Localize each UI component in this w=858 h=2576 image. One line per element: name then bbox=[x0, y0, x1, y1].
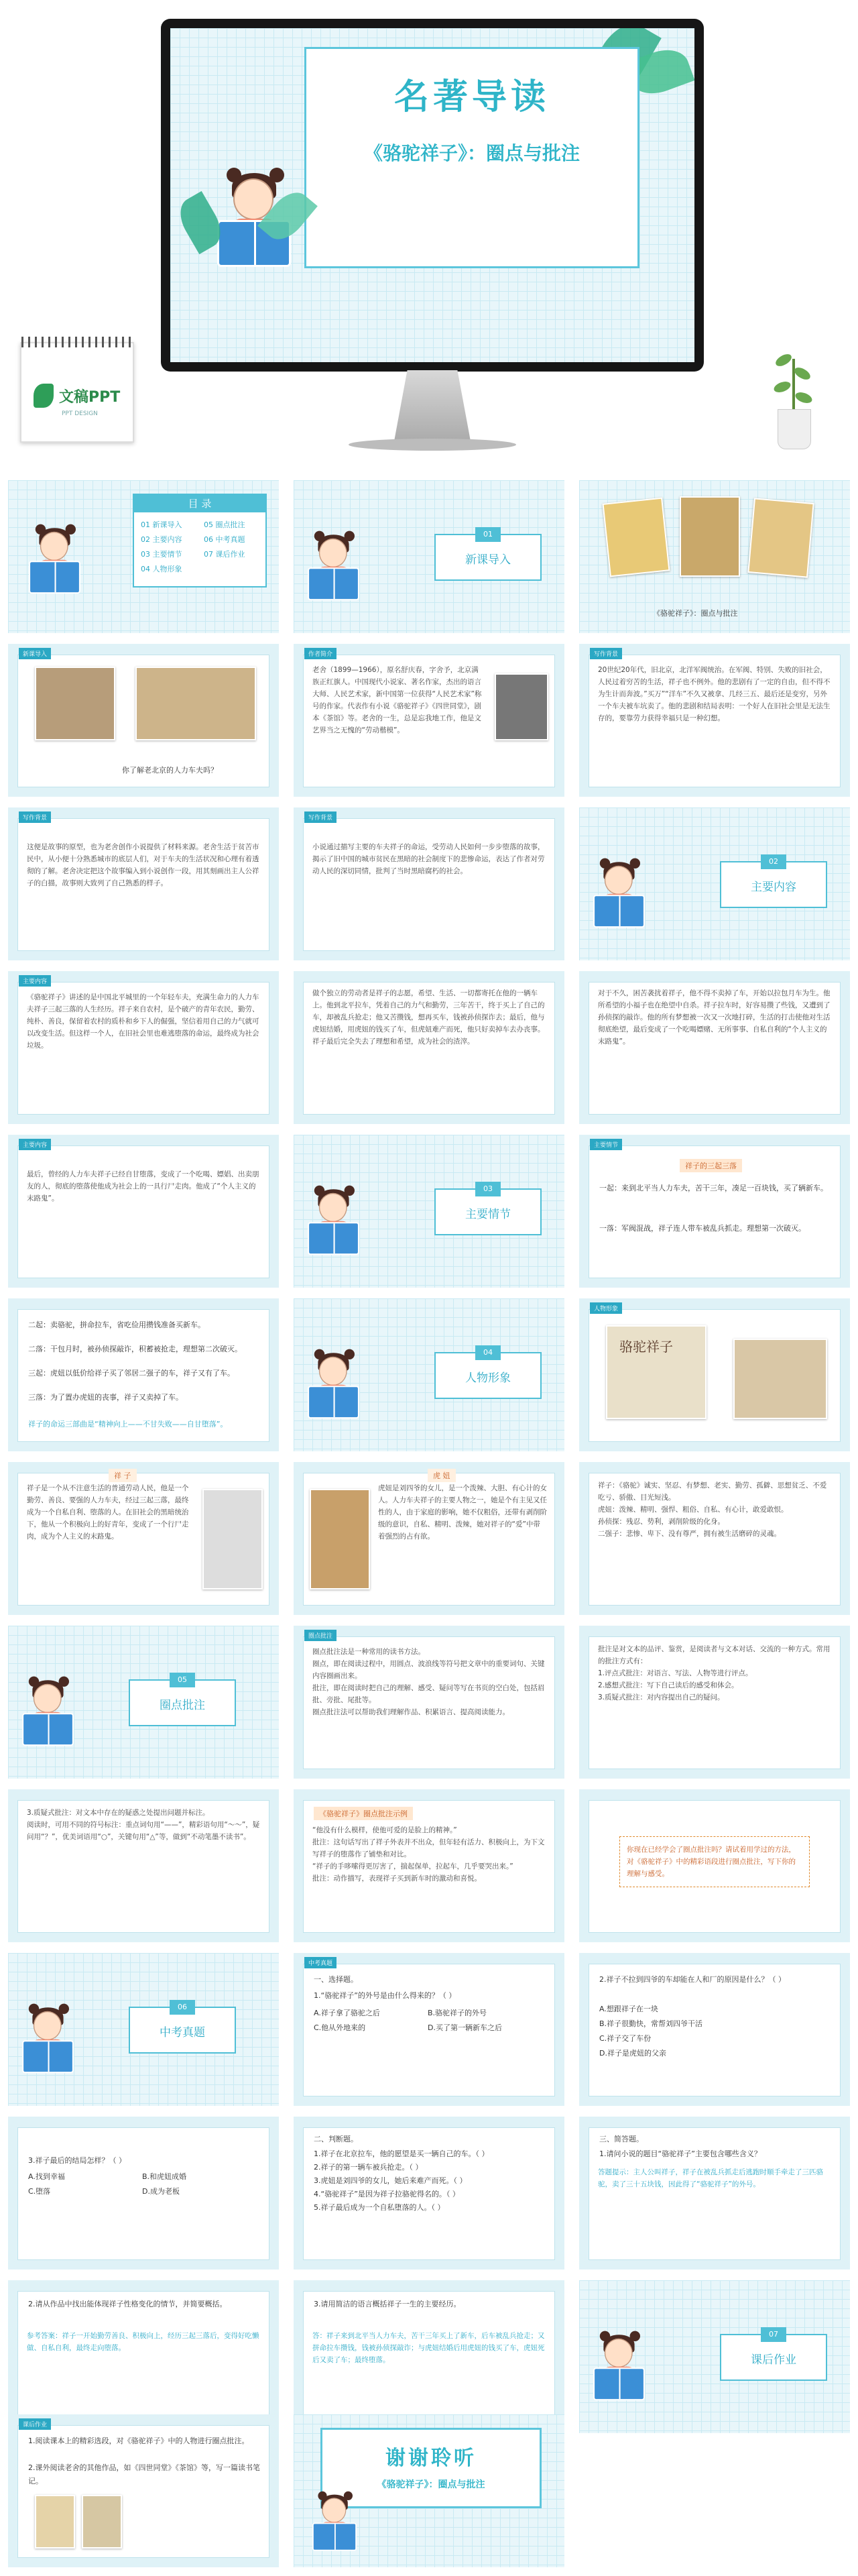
slide-plot-3[interactable] bbox=[8, 1298, 279, 1451]
slide-tag: 圈点批注 bbox=[304, 1630, 336, 1641]
note-text: 圈点批注法是一种常用的读书方法。 圈点，即在阅读过程中，用圆点、波浪线等符号把文章中的重要词句、关键内容圈画出来。 批注，即在阅读时把自己的理解、感受、疑问等写在书页的空白处，包括眉批、旁批、尾批等。 圈点批注法可以帮助我们理解作品、积累语言、提高阅读能力。 bbox=[312, 1648, 545, 1716]
exam-question: 3.请用简洁的语言概括祥子一生的主要经历。 bbox=[314, 2300, 461, 2308]
section-box bbox=[129, 2003, 236, 2054]
section-title: 新课导入 bbox=[465, 553, 511, 567]
exam-answer: 答题提示：主人公叫祥子，祥子在被乱兵抓走后逃跑时顺手牵走了三匹骆驼，卖了三十五块钱，因此得了“骆驼祥子”的外号。 bbox=[598, 2168, 823, 2188]
slide-tag: 写作背景 bbox=[590, 648, 622, 659]
slide-note-3[interactable] bbox=[8, 1789, 279, 1942]
section-box bbox=[434, 1348, 542, 1399]
brand-name: 文稿PPT bbox=[59, 388, 121, 406]
slide-tag: 作者简介 bbox=[304, 648, 336, 659]
slide-era[interactable] bbox=[579, 644, 850, 797]
slide-tag: 新课导入 bbox=[19, 648, 51, 659]
monitor-base bbox=[349, 439, 516, 451]
book-title-lettering: 骆驼祥子 bbox=[619, 1339, 673, 1355]
rickshaw-illustration bbox=[733, 1339, 827, 1419]
section-box bbox=[720, 857, 827, 908]
slide-tag: 写作背景 bbox=[19, 811, 51, 823]
slide-exam-3[interactable] bbox=[8, 2117, 279, 2270]
background-text: 这便是故事的原型，也为老舍创作小说提供了材料来源。老舍生活于贫苦市民中，从小便十分熟悉城市的底层人们，对于车夫的生活状况和心理有着透彻的了解。老舍决定把这个故事编入到小说创作一段，用其刻画出主人公祥子的白描，故事则大致列了自己熟悉的样子。 bbox=[27, 843, 259, 887]
potted-plant bbox=[764, 349, 824, 449]
exam-option: C.他从外地来的 bbox=[314, 2023, 366, 2032]
slide-note-1[interactable] bbox=[294, 1626, 564, 1779]
exam-item: 4.“骆驼祥子”是因为祥子拉骆驼得名的。（ ） bbox=[314, 2190, 460, 2198]
xiangzi-illustration bbox=[202, 1489, 263, 1589]
exam-item: 2.祥子的第一辆车被兵抢走。（ ） bbox=[314, 2163, 423, 2172]
toc-item[interactable]: 07 课后作业 bbox=[204, 550, 245, 559]
exam-option: A.想跟祥子在一块 bbox=[599, 2005, 658, 2013]
brand-tagline: PPT DESIGN bbox=[62, 410, 98, 417]
exam-section-title: 一、选择题。 bbox=[314, 1975, 358, 1984]
slide-author[interactable] bbox=[294, 644, 564, 797]
exam-item: 5.祥子最后成为一个自私堕落的人。（ ） bbox=[314, 2203, 445, 2212]
slide-tag: 中考真题 bbox=[304, 1957, 336, 1968]
exam-question: 3.祥子最后的结局怎样？（ ） bbox=[28, 2156, 126, 2165]
homework-item: 1.阅读课本上的精彩选段，对《骆驼祥子》中的人物进行圈点批注。 bbox=[28, 2437, 249, 2445]
slide-exam-7[interactable] bbox=[294, 2280, 564, 2433]
section-title: 主要内容 bbox=[751, 881, 796, 894]
rickshaw-painting bbox=[135, 667, 256, 740]
desk-calendar bbox=[20, 342, 134, 443]
plot-item: 一起：来到北平当人力车夫，苦干三年，凑足一百块钱，买了辆新车。 bbox=[599, 1184, 828, 1192]
note-text: 你现在已经学会了圈点批注吗？请试着用学过的方法，对《骆驼祥子》中的精彩语段进行圈点批注，写下你的理解与感受。 bbox=[619, 1836, 810, 1887]
plot-summary: 祥子的命运三部曲是“精神向上——不甘失败——自甘堕落”。 bbox=[28, 1420, 228, 1429]
section-number: 03 bbox=[475, 1182, 501, 1196]
exam-option: D.买了第一辆新车之后 bbox=[428, 2023, 502, 2032]
character-summary-text: 祥子：《骆驼》诚实、坚忍、有梦想、老实、勤劳、孤僻、思想贫乏、不爱吃亏、骄傲、目光短浅。 虎妞：泼辣、精明、强悍、粗俗、自私、有心计，敢爱敢恨。 孙侦探：残忍、势利，剥削阶级的化身。 二强子：悲惨、卑下、没有尊严，拥有被生活磨碎的灵魂。 bbox=[598, 1481, 827, 1538]
section-title: 中考真题 bbox=[160, 2026, 205, 2039]
slide-exam-6[interactable] bbox=[8, 2280, 279, 2433]
plot-item: 三起：虎妞以低价给祥子买了邻居二强子的车，祥子又有了车。 bbox=[28, 1369, 235, 1378]
cover-slide bbox=[170, 28, 694, 362]
exam-section-title: 三、简答题。 bbox=[599, 2135, 644, 2143]
section-title: 人物形象 bbox=[465, 1371, 511, 1385]
slide-main-2[interactable] bbox=[294, 971, 564, 1124]
slide-homework[interactable] bbox=[8, 2414, 279, 2567]
section-title: 课后作业 bbox=[751, 2353, 796, 2367]
section-number: 04 bbox=[475, 1345, 501, 1360]
slide-note-5[interactable] bbox=[579, 1789, 850, 1942]
plot-item: 三落：为了置办虎妞的丧事，祥子又卖掉了车。 bbox=[28, 1393, 183, 1402]
character-text: 祥子是一个从不注意生活的普通劳动人民，他是一个勤劳、善良、要强的人力车夫，经过三起三落，最终成为一个自私自利、堕落的人。在旧社会的黑暗统治下，他从一个积极向上的好青年，变成了一个行尸走肉，成为个人主义的末路鬼。 bbox=[27, 1484, 189, 1541]
slide-thanks[interactable] bbox=[294, 2414, 564, 2567]
section-number: 06 bbox=[170, 2000, 195, 2015]
slide-exam-5[interactable] bbox=[579, 2117, 850, 2270]
exam-option: D.祥子是虎妞的父亲 bbox=[599, 2049, 666, 2058]
slide-xiangzi[interactable] bbox=[8, 1462, 279, 1615]
toc-item[interactable]: 02 主要内容 bbox=[141, 535, 182, 544]
slide-section-04[interactable] bbox=[294, 1298, 564, 1451]
book-cover-image bbox=[602, 498, 670, 577]
homework-item: 2.课外阅读老舍的其他作品，如《四世同堂》《茶馆》等，写一篇读书笔记。 bbox=[28, 2463, 260, 2485]
slide-toc[interactable] bbox=[8, 480, 279, 633]
slide-intro[interactable] bbox=[8, 644, 279, 797]
slide-background[interactable] bbox=[8, 807, 279, 960]
character-text: 虎妞是刘四爷的女儿，是一个泼辣、大胆、有心计的女人。人力车夫祥子的主要人物之一，她是个有主见又任性的人，由于家庭的影响，她不仅粗俗，还带有剥削阶级的意识，自私、精明、泼辣，她对祥子的“爱”中带着强烈的占有欲。 bbox=[378, 1484, 547, 1541]
book-cover-image bbox=[82, 2495, 122, 2549]
exam-answer: 答：祥子来到北平当人力车夫，苦干三年买上了新车，后车被乱兵抢走；又拼命拉车攒钱，钱被孙侦探敲诈；与虎妞结婚后用虎妞的钱买了车，虎妞死后又卖了车；最终堕落。 bbox=[312, 2332, 545, 2364]
slide-main-3[interactable] bbox=[579, 971, 850, 1124]
slide-plot-2[interactable] bbox=[579, 1135, 850, 1288]
slide-note-4[interactable] bbox=[294, 1789, 564, 1942]
section-number: 05 bbox=[170, 1673, 195, 1687]
section-title: 主要情节 bbox=[465, 1208, 511, 1221]
slide-tag: 主要内容 bbox=[19, 975, 51, 987]
section-box bbox=[434, 530, 542, 581]
exam-option: A.祥子拿了骆驼之后 bbox=[314, 2009, 380, 2017]
exam-option: C.堕落 bbox=[28, 2187, 51, 2196]
slide-section-02[interactable] bbox=[579, 807, 850, 960]
author-text: 老舍（1899—1966），原名舒庆春，字舍予，北京满族正红旗人。中国现代小说家、著名作家，杰出的语言大师、人民艺术家，新中国第一位获得“人民艺术家”称号的作家。代表作有小说《骆驼祥子》《四世同堂》，剧本《茶馆》等。老舍的一生，总是忘我地工作，他是文艺界当之无愧的“劳动楷模”。 bbox=[312, 666, 482, 734]
main-text: 做个独立的劳动者是祥子的志愿，希望、生活、一切都寄托在他的一辆车上。他到北平拉车，凭着自己的力气和勤劳，三年苦干，终于买上了自己的车，却被乱兵抢走；他又苦攒钱，想再买车，钱被孙侦探诈去；最后，他与虎妞结婚，用虎妞的钱买了车，但虎妞难产而死，他只好卖掉车去办丧事。祥子最后完全失去了理想和希望，成为社会的渣滓。 bbox=[312, 989, 545, 1046]
exam-answer: 参考答案：祥子一开始勤劳善良、积极向上，经历三起三落后，变得好吃懒做、自私自利，最终走向堕落。 bbox=[27, 2332, 259, 2352]
plot-item: 一落：军阀混战，祥子连人带车被乱兵抓走。理想第一次破灭。 bbox=[599, 1224, 806, 1233]
main-text: 《骆驼祥子》讲述的是中国北平城里的一个年轻车夫，充满生命力的人力车夫祥子三起三落的人生经历。祥子来自农村，是个破产的青年农民，勤劳、纯朴、善良，保留着农村的质朴和乡下人的倔强，坚信着用自己的力气就可以改变生活。但这样一个人，在旧社会里也难逃堕落的命运，最终成为社会垃圾。 bbox=[27, 993, 259, 1050]
slide-hunu[interactable] bbox=[294, 1462, 564, 1615]
slide-note-2[interactable] bbox=[579, 1626, 850, 1779]
exam-option: D.成为老板 bbox=[142, 2187, 180, 2196]
plot-text: 最后，曾经的人力车夫祥子已经自甘堕落，变成了一个吃喝、嫖娼、出卖朋友的人，彻底的堕落使他成为社会上的一具行尸走肉。他成了“个人主义的末路鬼”。 bbox=[27, 1170, 259, 1202]
toc-panel bbox=[133, 494, 267, 587]
slide-tag: 课后作业 bbox=[19, 2418, 51, 2430]
section-number: 02 bbox=[761, 854, 786, 869]
slide-background-2[interactable] bbox=[294, 807, 564, 960]
rickshaw-photo bbox=[35, 667, 115, 740]
slide-plot-1[interactable] bbox=[8, 1135, 279, 1288]
main-text: 对于不久，困苦袭扰着祥子，他不得不卖掉了车，开始以拉包月车为生。他所希望的小福子也在绝望中自杀。祥子拉车时，好容易攒了些钱，又遭到了孙侦探的敲诈。他的所有梦想被一次又一次地打碎，生活的打击使他对生活彻底绝望，最后变成了一个吃喝嫖赌、无所事事、自私自利的“个人主义的末路鬼”。 bbox=[598, 989, 831, 1046]
thanks-subtitle: 《骆驼祥子》：圈点与批注 bbox=[377, 2479, 485, 2490]
section-number: 01 bbox=[475, 527, 501, 542]
slide-tag: 主要内容 bbox=[19, 1139, 51, 1150]
section-box bbox=[434, 1184, 542, 1235]
slide-exam-2[interactable] bbox=[579, 1953, 850, 2106]
plot-item: 二起：卖骆驼，拼命拉车，省吃俭用攒钱准备买新车。 bbox=[28, 1321, 205, 1329]
exam-option: A.找到幸福 bbox=[28, 2172, 65, 2181]
section-box bbox=[720, 2330, 827, 2381]
note-title: 《骆驼祥子》圈点批注示例 bbox=[314, 1807, 413, 1820]
slide-tag: 写作背景 bbox=[304, 811, 336, 823]
exam-option: B.骆驼祥子的外号 bbox=[428, 2009, 487, 2017]
exam-item: 3.虎妞是刘四爷的女儿，她后来难产而死。（ ） bbox=[314, 2176, 467, 2185]
exam-question: 1.“骆驼祥子”的外号是由什么得来的？（ ） bbox=[314, 1991, 456, 2000]
author-portrait bbox=[495, 673, 548, 740]
exam-question: 2.祥子不拉到四爷的车却能在人和厂的原因是什么？（ ） bbox=[599, 1975, 786, 1984]
slide-section-05[interactable] bbox=[8, 1626, 279, 1779]
slide-character-summary[interactable] bbox=[579, 1462, 850, 1615]
brand-logo bbox=[34, 384, 120, 408]
note-text: “他没有什么模样，使他可爱的是脸上的精神。” 批注：这句话写出了祥子外表并不出众，但年轻有活力、积极向上，为下文写祥子的堕落作了铺垫和对比。 “祥子的手哆嗦得更厉害了，揣起保单，拉起车，几乎要哭出来。” 批注：动作描写，表现祥子买到新车时的激动和喜悦。 bbox=[312, 1826, 545, 1883]
hunu-illustration bbox=[310, 1489, 370, 1589]
exam-item: 1.祥子在北京拉车，他的愿望是买一辆自己的车。（ ） bbox=[314, 2149, 489, 2158]
leaf-logo-icon bbox=[34, 384, 54, 408]
plot-item: 二落：干包月时，被孙侦探敲诈，积蓄被抢走，理想第二次破灭。 bbox=[28, 1345, 242, 1353]
slide-section-01[interactable] bbox=[294, 480, 564, 633]
book-cover-image bbox=[35, 2495, 75, 2549]
slide-caption: 《骆驼祥子》：圈点与批注 bbox=[653, 609, 738, 618]
slide-section-07[interactable] bbox=[579, 2280, 850, 2433]
exam-section-title: 二、判断题。 bbox=[314, 2135, 358, 2143]
slide-section-03[interactable] bbox=[294, 1135, 564, 1288]
monitor-frame bbox=[161, 19, 704, 372]
toc-item[interactable]: 04 人物形象 bbox=[141, 565, 182, 573]
note-text: 3.质疑式批注：对文本中存在的疑惑之处提出问题并标注。 阅读时，可用不同的符号标注：重点词句用“——”，精彩语句用“～～”，疑问用“？”，优美词语用“○”，关键句用“△”等，做到“不动笔墨不读书”。 bbox=[27, 1809, 260, 1841]
monitor-stand bbox=[375, 370, 489, 444]
character-name: 虎 妞 bbox=[428, 1469, 456, 1482]
toc-item[interactable]: 01 新课导入 bbox=[141, 520, 182, 529]
book-cover-image bbox=[747, 498, 814, 577]
book-cover-image bbox=[680, 496, 740, 577]
toc-title: 目 录 bbox=[134, 495, 265, 512]
toc-item[interactable]: 03 主要情节 bbox=[141, 550, 182, 559]
slide-tag: 主要情节 bbox=[590, 1139, 622, 1150]
toc-item[interactable]: 05 圈点批注 bbox=[204, 520, 245, 529]
page-title: 名著导读 bbox=[393, 77, 550, 117]
exam-question: 1.请问小说的题目“骆驼祥子”主要包含哪些含义？ bbox=[599, 2149, 761, 2158]
note-text: 批注是对文本的品评、鉴赏，是阅读者与文本对话、交流的一种方式。常用的批注方式有： 1.评点式批注：对语言、写法、人物等进行评点。 2.感想式批注：写下自己读后的感受和体会。 3.质疑式批注：对内容提出自己的疑问。 bbox=[598, 1645, 831, 1701]
page-subtitle: 《骆驼祥子》：圈点与批注 bbox=[363, 142, 580, 164]
slide-section-06[interactable] bbox=[8, 1953, 279, 2106]
plot-title: 祥子的三起三落 bbox=[680, 1159, 742, 1172]
era-text: 20世纪20年代，旧北京，北洋军阀统治。在军阀、特别、失败的旧社会，人民过着穷苦的生活，祥子也不例外。他的悲剧有了一定的自由，但不得不为生计而奔波。”买万”“洋车”不久又被拿、几经三五、最后还是变穷，另外一个车夫被车坑卖了。他的悲剧和结局表明：一个好人在旧社会里是无法生存的，要靠劳力获得幸福只是一种幻想。 bbox=[598, 666, 831, 722]
slide-exam-1[interactable] bbox=[294, 1953, 564, 2106]
slide-characters[interactable] bbox=[579, 1298, 850, 1451]
section-title: 圈点批注 bbox=[160, 1699, 205, 1712]
slide-question: 你了解老北京的人力车夫吗？ bbox=[122, 766, 218, 775]
exam-option: B.和虎妞成婚 bbox=[142, 2172, 187, 2181]
hero-mockup bbox=[0, 0, 858, 469]
slide-book-covers[interactable] bbox=[579, 480, 850, 633]
exam-option: C.祥子交了车份 bbox=[599, 2034, 652, 2043]
slide-exam-4[interactable] bbox=[294, 2117, 564, 2270]
slide-tag: 人物形象 bbox=[590, 1302, 622, 1314]
toc-item[interactable]: 06 中考真题 bbox=[204, 535, 245, 544]
section-box bbox=[129, 1675, 236, 1726]
background-text: 小说通过描写主要的车夫祥子的命运，受劳动人民如何一步步堕落的故事，揭示了旧中国的城市贫民在黑暗的社会制度下的悲惨命运，表达了作者对劳动人民的深切同情，批判了当时黑暗腐朽的社会。 bbox=[312, 843, 545, 875]
section-number: 07 bbox=[761, 2327, 786, 2342]
slide-main-1[interactable] bbox=[8, 971, 279, 1124]
thanks-title: 谢谢聆听 bbox=[385, 2447, 477, 2470]
character-name: 祥 子 bbox=[109, 1469, 137, 1482]
exam-option: B.祥子很勤快，常帮刘四爷干活 bbox=[599, 2019, 703, 2028]
exam-question: 2.请从作品中找出能体现祥子性格变化的情节，并简要概括。 bbox=[28, 2300, 227, 2308]
